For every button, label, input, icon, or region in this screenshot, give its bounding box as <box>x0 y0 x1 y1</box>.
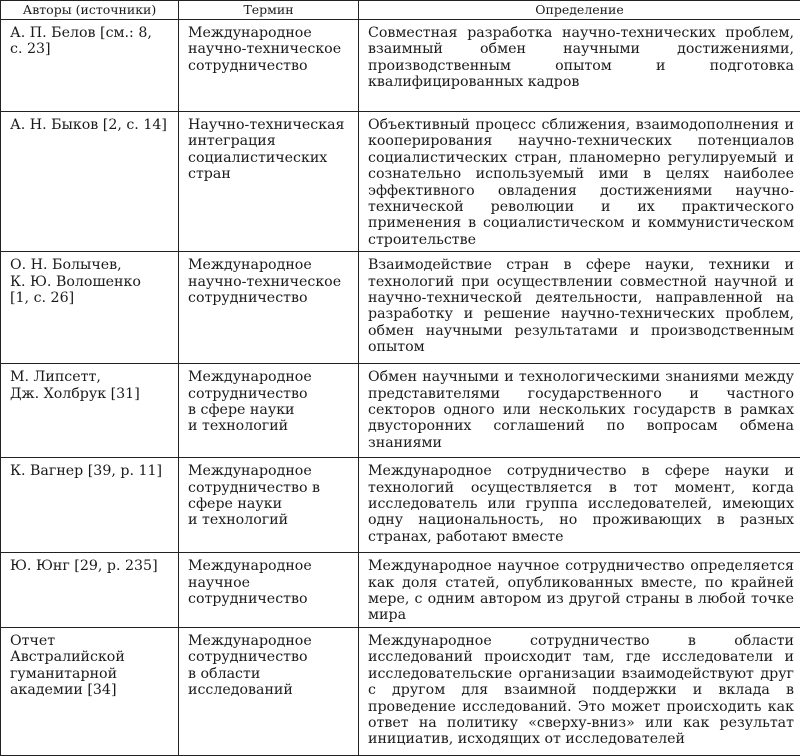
definition-text: Объективный процесс сближения, взаимодополнения и кооперирования научно-технических потенциалов социалистических стран, планомерно регулируемый и сознательно используемый ими в целях наиболее эффективного овладения достижениями научно-технической революции и их практического применения в социалистическом и коммунистическом строительстве <box>368 117 794 248</box>
author-cell <box>1 252 179 364</box>
term-text: Научно-техническая интеграция социалистических стран <box>188 117 352 183</box>
term-cell <box>179 252 359 364</box>
author-text: А. Н. Быков [2, с. 14] <box>10 117 172 133</box>
term-text: Международное сотрудничество в сфере науки и технологий <box>188 369 352 435</box>
author-cell <box>1 458 179 553</box>
term-text: Международное научное сотрудничество <box>188 558 352 607</box>
table-row <box>1 20 800 112</box>
term-cell <box>179 553 359 628</box>
definition-cell <box>359 20 800 112</box>
author-cell <box>1 553 179 628</box>
author-cell <box>1 112 179 252</box>
term-text: Международное научно-техническое сотрудничество <box>188 257 352 306</box>
definition-text: Международное сотрудничество в области исследований происходит там, где исследователи и исследовательские организации взаимодействуют друг с другом для взаимной поддержки и вклада в проведение исследований. Это может происходить как ответ на политику «сверху-вниз» или как результат инициатив, исходящих от исследователей <box>368 633 794 748</box>
definition-cell <box>359 458 800 553</box>
definition-text: Взаимодействие стран в сфере науки, техники и технологий при осуществлении совместной научной и научно-технической деятельности, направленной на разработку и решение научно-технических проблем, обмен научными результатами и производственным опытом <box>368 257 794 355</box>
definition-text: Обмен научными и технологическими знаниями между представителями государственного и частного секторов одного или нескольких государств в рамках двусторонних соглашений по вопросам обмена знаниями <box>368 369 794 451</box>
term-cell <box>179 627 359 755</box>
author-text: Ю. Юнг [29, p. 235] <box>10 558 172 574</box>
term-cell <box>179 20 359 112</box>
author-cell <box>1 364 179 458</box>
author-cell <box>1 627 179 755</box>
definition-cell <box>359 553 800 628</box>
definition-text: Международное научное сотрудничество определяется как доля статей, опубликованных вместе, по крайней мере, с одним автором из другой страны в любой точке мира <box>368 558 794 624</box>
definition-cell <box>359 627 800 755</box>
definition-cell <box>359 364 800 458</box>
table-row <box>1 112 800 252</box>
author-text: К. Вагнер [39, p. 11] <box>10 463 172 479</box>
definition-text: Международное сотрудничество в сфере науки и технологий осуществляется в тот момент, когда исследователь или группа исследователей, имеющих одну национальность, но проживающих в разных странах, работают вместе <box>368 463 794 545</box>
author-text: А. П. Белов [см.: 8, с. 23] <box>10 25 172 58</box>
author-text: М. Липсетт, Дж. Холбрук [31] <box>10 369 172 402</box>
table-row <box>1 458 800 553</box>
header-row <box>1 1 800 20</box>
table-row <box>1 252 800 364</box>
author-cell <box>1 20 179 112</box>
author-text: Отчет Австралийской гуманитарной академии [34] <box>10 633 172 699</box>
term-text: Международное сотрудничество в сфере науки и технологий <box>188 463 352 529</box>
header-term: Термин <box>179 1 359 20</box>
term-text: Международное сотрудничество в области исследований <box>188 633 352 699</box>
definition-cell <box>359 252 800 364</box>
table-row <box>1 364 800 458</box>
term-cell <box>179 364 359 458</box>
header-authors: Авторы (источники) <box>1 1 179 20</box>
term-cell <box>179 112 359 252</box>
definition-text: Совместная разработка научно-технических проблем, взаимный обмен научными достижениями, производственным опытом и подготовка квалифицированных кадров <box>368 25 794 91</box>
table-row <box>1 627 800 755</box>
definition-cell <box>359 112 800 252</box>
table-row <box>1 553 800 628</box>
author-text: О. Н. Болычев, К. Ю. Волошенко [1, с. 26] <box>10 257 172 306</box>
term-cell <box>179 458 359 553</box>
term-text: Международное научно-техническое сотрудничество <box>188 25 352 74</box>
header-definition: Определение <box>359 1 800 20</box>
